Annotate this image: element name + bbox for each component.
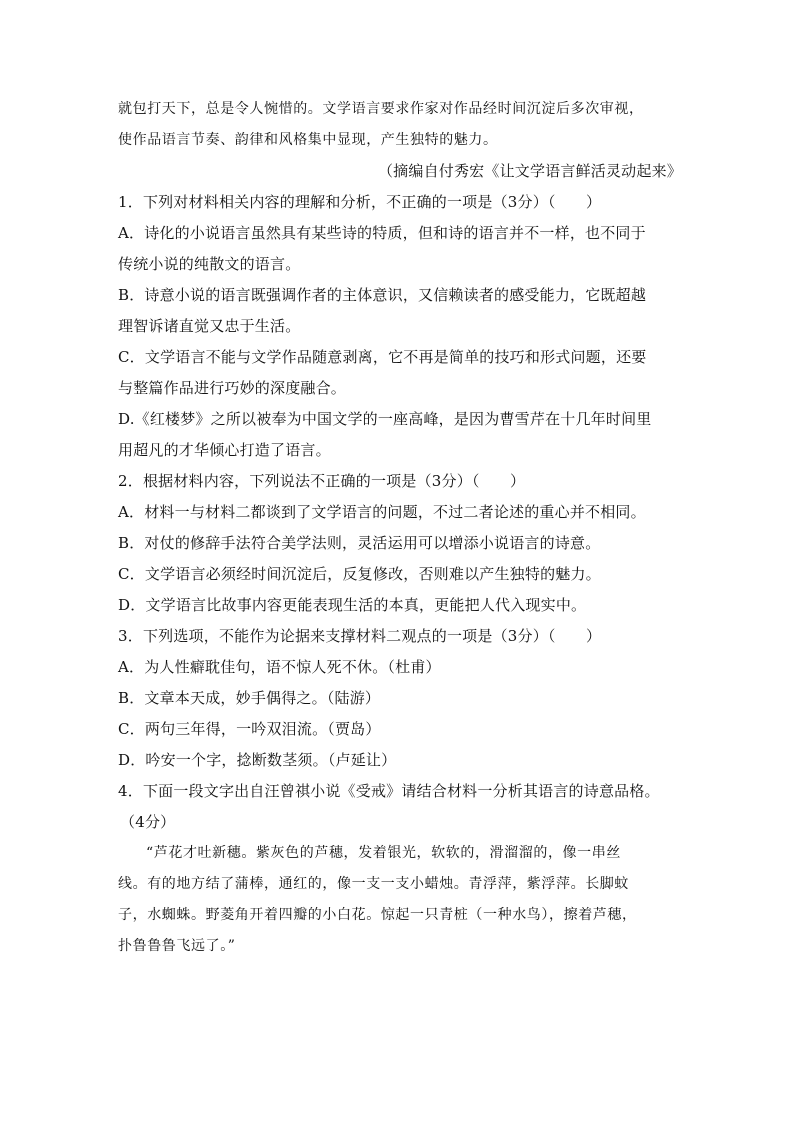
- quote-line: 扑鲁鲁鲁飞远了。”: [118, 938, 236, 954]
- question-1-option-c-cont: 与整篇作品进行巧妙的深度融合。: [118, 379, 347, 397]
- question-4-score: （4分）: [120, 813, 176, 831]
- question-2-option-d: D．文学语言比故事内容更能表现生活的本真，更能把人代入现实中。: [118, 596, 587, 614]
- question-3-option-c: C．两句三年得，一吟双泪流。（贾岛）: [118, 720, 381, 738]
- passage-source: （摘编自付秀宏《让文学语言鲜活灵动起来》: [377, 162, 682, 180]
- question-2-stem: 2．根据材料内容，下列说法不正确的一项是（3分）（ ）: [118, 472, 526, 490]
- question-3-option-d: D．吟安一个字，捻断数茎须。（卢延让）: [118, 751, 397, 769]
- question-1-option-c: C．文学语言不能与文学作品随意剥离，它不再是简单的技巧和形式问题，还要: [118, 348, 647, 366]
- quote-line: “芦花才吐新穗。紫灰色的芦穗，发着银光，软软的，滑溜溜的，像一串丝: [146, 845, 621, 861]
- question-2-option-a: A．材料一与材料二都谈到了文学语言的问题，不过二者论述的重心并不相同。: [118, 503, 646, 521]
- quote-line: 子，水蜘蛛。野菱角开着四瓣的小白花。惊起一只青桩（一种水鸟），擦着芦穗，: [118, 907, 637, 923]
- question-4-stem: 4．下面一段文字出自汪曾祺小说《受戒》请结合材料一分析其语言的诗意品格。: [118, 782, 660, 800]
- question-1-option-b-cont: 理智诉诸直觉又忠于生活。: [118, 317, 301, 335]
- question-1-option-b: B．诗意小说的语言既强调作者的主体意识，又信赖读者的感受能力，它既超越: [118, 286, 647, 304]
- document-page: [118, 94, 686, 962]
- passage-line: 就包打天下，总是令人惋惜的。文学语言要求作家对作品经时间沉淀后多次审视，: [118, 101, 644, 117]
- question-1-option-d-cont: 用超凡的才华倾心打造了语言。: [118, 441, 331, 459]
- question-1-option-a: A．诗化的小说语言虽然具有某些诗的特质，但和诗的语言并不一样，也不同于: [118, 224, 646, 242]
- question-3-option-b: B．文章本天成，妙手偶得之。（陆游）: [118, 689, 381, 707]
- question-3-option-a: A．为人性癖耽佳句，语不惊人死不休。（杜甫）: [118, 658, 441, 676]
- quote-line: 线。有的地方结了蒲棒，通红的，像一支一支小蜡烛。青浮萍，紫浮萍。长脚蚊: [118, 876, 629, 892]
- question-3-stem: 3．下列选项，不能作为论据来支撑材料二观点的一项是（3分）（ ）: [118, 627, 602, 645]
- question-1-option-a-cont: 传统小说的纯散文的语言。: [118, 255, 301, 273]
- passage-line: 使作品语言节奏、韵律和风格集中显现，产生独特的魅力。: [118, 132, 498, 148]
- question-2-option-b: B．对仗的修辞手法符合美学法则，灵活运用可以增添小说语言的诗意。: [118, 534, 601, 552]
- question-1-option-d: D.《红楼梦》之所以被奉为中国文学的一座高峰，是因为曹雪芹在十几年时间里: [118, 410, 652, 428]
- question-2-option-c: C．文学语言必须经时间沉淀后，反复修改，否则难以产生独特的魅力。: [118, 565, 601, 583]
- question-1-stem: 1．下列对材料相关内容的理解和分析，不正确的一项是（3分）（ ）: [118, 193, 602, 211]
